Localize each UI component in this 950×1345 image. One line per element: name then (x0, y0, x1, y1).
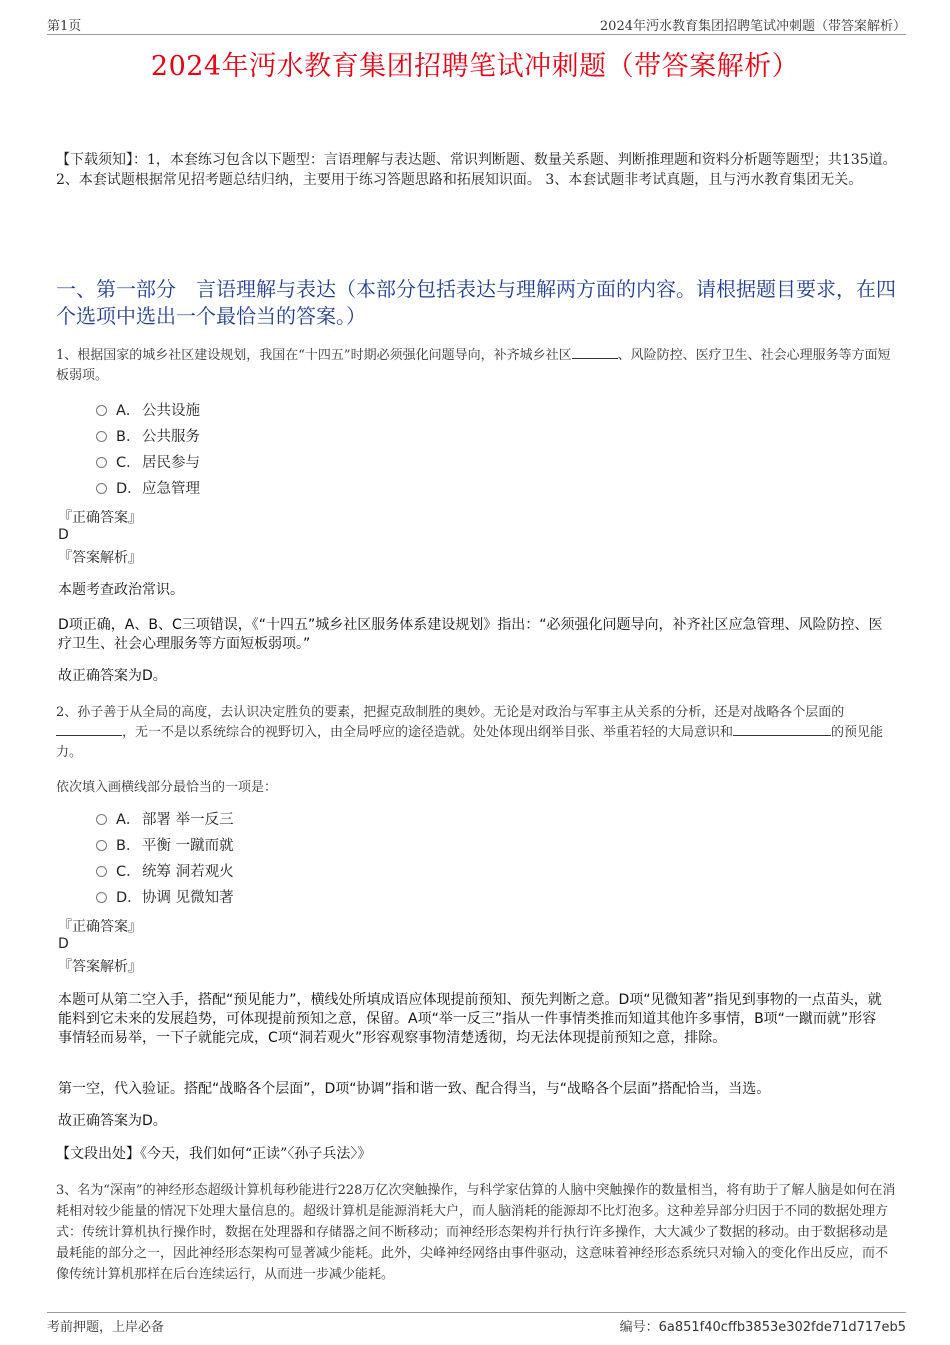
radio-icon[interactable] (96, 840, 107, 851)
section-heading: 一、第一部分 言语理解与表达（本部分包括表达与理解两方面的内容。请根据题目要求，在四个选项中选出一个最恰当的答案。） (56, 277, 896, 328)
page-number: 第1页 (47, 19, 82, 34)
page-header (47, 14, 906, 35)
question-3-stem: 3、名为“深南”的神经形态超级计算机每秒能进行228万亿次突触操作，与科学家估算的人脑中突触操作的数量相当，将有助于了解人脑是如何在消耗相对较少能量的情况下处理大量信息的。超级计算机是能源消耗大户，而人脑消耗的能源却不比灯泡多。这种差异部分归因于不同的数据处理方式：传统计算机执行操作时，数据在处理器和存储器之间不断移动；而神经形态架构并行执行许多操作，大大减少了数据的移动。由于数据移动是最耗能的部分之一，因此神经形态架构可显著减少能耗。此外，尖峰神经网络由事件驱动，这意味着神经形态系统只对输入的变化作出反应，而不像传统计算机那样在后台连续运行，从而进一步减少能耗。 (56, 1183, 896, 1282)
blank-line (572, 346, 618, 359)
question-2-stem (56, 703, 898, 763)
question-2-text-a: 2、孙子善于从全局的高度，去认识决定胜负的要素，把握克敌制胜的奥妙。无论是对政治与军事主从关系的分析，还是对战略各个层面的 (56, 705, 845, 720)
radio-icon[interactable] (96, 814, 107, 825)
q2-explanation-2: 第一空，代入验证。搭配“战略各个层面”，D项“协调”指和谐一致、配合得当，与“战略各个层面”搭配恰当，当选。 (58, 1081, 771, 1097)
q1-analysis-label: 『答案解析』 (58, 550, 142, 566)
radio-icon[interactable] (96, 483, 107, 494)
q1-answer: D (58, 527, 69, 543)
q2-option-b[interactable]: B． 平衡 一蹴而就 (96, 835, 234, 857)
q1-option-b[interactable]: B． 公共服务 (96, 426, 200, 448)
blank-line (733, 723, 831, 736)
download-notice: 【下载须知】：1，本套练习包含以下题型：言语理解与表达题、常识判断题、数量关系题、判断推理题和资料分析题等题型；共135道。 2、本套试题根据常见招考题总结归纳，主要用于练习答题思路和拓展知识面。 3、本套试题非考试真题，且与沔水教育集团无关。 (56, 152, 897, 188)
radio-icon[interactable] (96, 866, 107, 877)
q2-option-c[interactable]: C．统筹 洞若观火 (96, 861, 234, 883)
radio-icon[interactable] (96, 405, 107, 416)
header-doc-title: 2024年沔水教育集团招聘笔试冲刺题（带答案解析） (599, 19, 906, 34)
document-title: 2024年沔水教育集团招聘笔试冲刺题（带答案解析） (150, 51, 800, 82)
footer-id: 编号：6a851f40cffb3853e302fde71d717eb5 (619, 1320, 906, 1335)
q2-source: 【文段出处】《今天，我们如何“正读”〈孙子兵法〉》 (56, 1146, 372, 1162)
q1-option-c[interactable]: C．居民参与 (96, 452, 200, 474)
q1-option-d[interactable]: D．应急管理 (96, 478, 200, 500)
radio-icon[interactable] (96, 892, 107, 903)
q2-explanation-3: 故正确答案为D。 (58, 1113, 167, 1129)
q1-explanation-2: D项正确，A、B、C三项错误，《“十四五”城乡社区服务体系建设规划》指出：“必须强化问题导向，补齐社区应急管理、风险防控、医疗卫生、社会心理服务等方面短板弱项。” (58, 617, 883, 652)
radio-icon[interactable] (96, 457, 107, 468)
q2-answer: D (58, 936, 69, 952)
question-2-text-c: 的预见能力。 (56, 725, 884, 760)
question-2-text-b: ，无一不是以系统综合的视野切入，由全局呼应的途径造就。处处体现出纲举目张、举重若轻的大局意识和 (122, 725, 734, 740)
q2-answer-label: 『正确答案』 (58, 919, 142, 935)
q1-answer-label: 『正确答案』 (58, 510, 142, 526)
q2-option-d[interactable]: D．协调 见微知著 (96, 887, 234, 909)
q2-option-a[interactable]: A． 部署 举一反三 (96, 809, 234, 831)
q1-explanation-1: 本题考查政治常识。 (58, 582, 184, 598)
q1-explanation-3: 故正确答案为D。 (58, 668, 167, 684)
q2-analysis-label: 『答案解析』 (58, 959, 142, 975)
blank-line (56, 723, 122, 736)
question-2-prompt: 依次填入画横线部分最恰当的一项是： (56, 780, 278, 795)
question-1-stem (56, 346, 898, 386)
page-footer (47, 1312, 906, 1333)
q1-option-a[interactable]: A． 公共设施 (96, 400, 200, 422)
footer-slogan: 考前押题，上岸必备 (47, 1320, 165, 1335)
question-1-text-b: 、风险防控、医疗卫生、社会心理服务等方面短板弱项。 (56, 348, 891, 383)
radio-icon[interactable] (96, 431, 107, 442)
q2-explanation-1: 本题可从第二空入手，搭配“预见能力”，横线处所填成语应体现提前预知、预先判断之意。D项“见微知著”指见到事物的一点苗头，就能料到它未来的发展趋势，可体现提前预知之意，保留。A项“举一反三”指从一件事情类推而知道其他许多事情，B项“一蹴而就”形容事情轻而易举，一下子就能完成，C项“洞若观火”形容观察事物清楚透彻，均无法体现提前预知之意，排除。 (58, 992, 882, 1046)
question-1-text-a: 1、根据国家的城乡社区建设规划，我国在“十四五”时期必须强化问题导向，补齐城乡社区 (56, 348, 572, 363)
